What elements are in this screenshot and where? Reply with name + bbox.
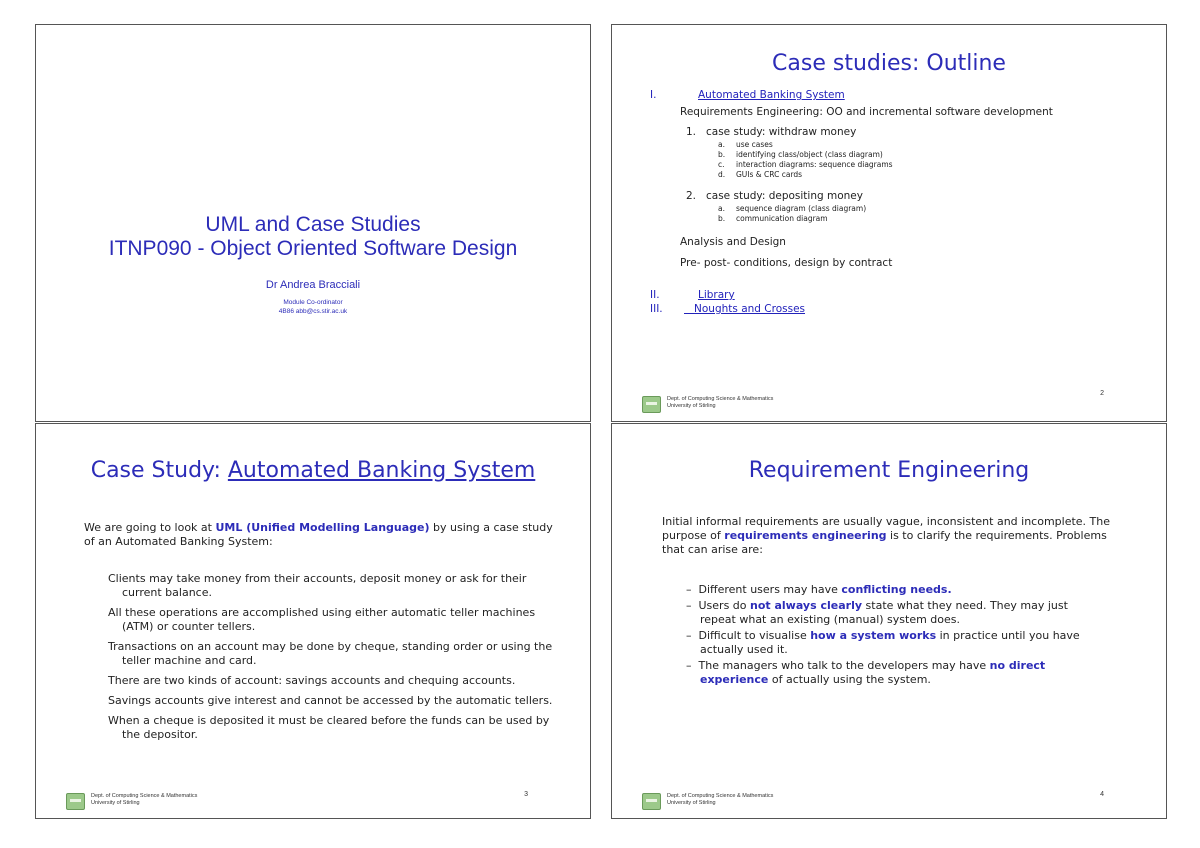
section-number: I.	[650, 89, 657, 101]
contact-line-1: Module Co-ordinator	[283, 299, 343, 306]
list-item: – Users do not always clearly state what they need. They may just repeat what an existing (manual) system does.	[686, 599, 1068, 626]
list-item: Transactions on an account may be done by cheque, standing order or using the teller machine and card.	[108, 640, 553, 667]
list-item: a. use cases	[718, 140, 773, 149]
contact	[36, 298, 590, 316]
footer-text: Dept. of Computing Science & Mathematics University of Stirling	[91, 793, 198, 806]
subtitle: ITNP090 - Object Oriented Software Design	[108, 237, 518, 260]
case-study-2: 2. case study: depositing money	[686, 190, 863, 202]
university-logo-icon	[642, 396, 661, 413]
list-item: When a cheque is deposited it must be cleared before the funds can be used by the depositor.	[108, 714, 550, 741]
list-item: a. sequence diagram (class diagram)	[718, 204, 867, 213]
list-item: – Different users may have conflicting needs.	[686, 583, 952, 596]
outline	[650, 89, 1150, 317]
outline-section-1	[650, 89, 1150, 104]
slide-1	[35, 24, 591, 422]
case-study-1: 1. case study: withdraw money	[686, 126, 857, 138]
re-line: Requirements Engineering: OO and incremental software development	[680, 106, 1053, 118]
footer-text: Dept. of Computing Science & Mathematics University of Stirling	[667, 793, 774, 806]
list-item: – The managers who talk to the developers may have no direct experience of actually using the system.	[686, 659, 1046, 686]
slide-3	[35, 423, 591, 819]
intro-paragraph: We are going to look at UML (Unified Modelling Language) by using a case study of an Automated Banking System:	[84, 521, 553, 548]
slide-4	[611, 423, 1167, 819]
problems-list	[686, 583, 1106, 689]
outline-section-3: III. Noughts and Crosses	[650, 303, 805, 315]
analysis-line: Analysis and Design	[680, 236, 786, 248]
section-label: Automated Banking System	[698, 89, 845, 101]
page-number: 4	[1100, 791, 1104, 798]
slide-3-title: Case Study: Automated Banking System	[90, 458, 536, 483]
list-item: There are two kinds of account: savings accounts and chequing accounts.	[108, 674, 516, 687]
list-item: b. identifying class/object (class diagram)	[718, 150, 883, 159]
page-number: 2	[1100, 390, 1104, 397]
points-list	[108, 572, 558, 748]
slide-2-title: Case studies: Outline	[772, 51, 1006, 76]
list-item: d. GUIs & CRC cards	[718, 170, 803, 179]
slide-2	[611, 24, 1167, 422]
list-item: Savings accounts give interest and cannot be accessed by the automatic tellers.	[108, 694, 553, 707]
outline-section-2: II. Library	[650, 289, 735, 301]
prepost-line: Pre- post- conditions, design by contract	[680, 257, 893, 269]
title-link: Automated Banking System	[227, 458, 536, 483]
footer-text: Dept. of Computing Science & Mathematics University of Stirling	[667, 396, 774, 409]
list-item: – Difficult to visualise how a system works in practice until you have actually used it.	[686, 629, 1080, 656]
title: UML and Case Studies	[205, 213, 421, 236]
contact-line-2: 4B86 abb@cs.stir.ac.uk	[278, 308, 348, 315]
list-item: Clients may take money from their accounts, deposit money or ask for their current balance.	[108, 572, 527, 599]
university-logo-icon	[642, 793, 661, 810]
slide-4-title: Requirement Engineering	[748, 458, 1030, 483]
intro-paragraph: Initial informal requirements are usually vague, inconsistent and incomplete. The purpose of requirements engineering is to clarify the requirements. Problems that can arise are:	[662, 515, 1110, 556]
slide-1-title	[36, 213, 590, 261]
university-logo-icon	[66, 793, 85, 810]
page-number: 3	[524, 791, 528, 798]
list-item: All these operations are accomplished using either automatic teller machines (ATM) or counter tellers.	[108, 606, 536, 633]
list-item: c. interaction diagrams: sequence diagrams	[718, 160, 893, 169]
list-item: b. communication diagram	[718, 214, 828, 223]
author: Dr Andrea Bracciali	[265, 279, 361, 291]
